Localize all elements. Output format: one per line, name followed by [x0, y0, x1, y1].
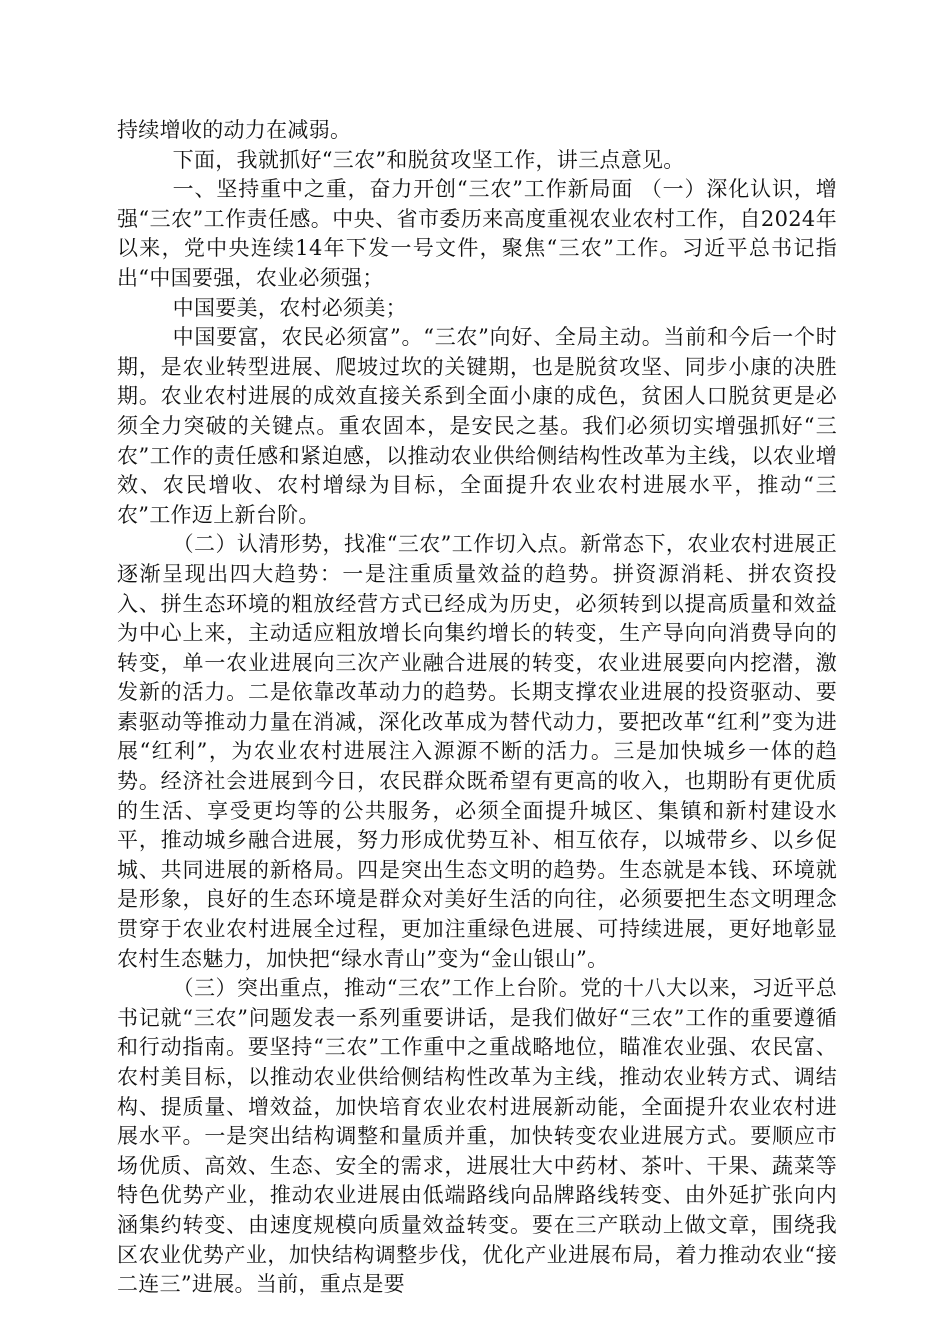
paragraph-4: 中国要美，农村必须美；	[172, 295, 407, 320]
document-body	[117, 116, 837, 1300]
paragraph-5: 中国要富，农民必须富”。“三农”向好、全局主动。当前和今后一个时期，是农业转型进展、爬坡过坎的关键期，也是脱贫攻坚、同步小康的决胜期。农业农村进展的成效直接关系到全面小康的成色，贫困人口脱贫更是必须全力突破的关键点。重农固本，是安民之基。我们必须切实增强抓好“三农”工作的责任感和紧迫感，以推动农业供给侧结构性改革为主线，以农业增效、农民增收、农村增绿为目标，全面提升农业农村进展水平，推动“三农”工作迈上新台阶。	[117, 325, 837, 527]
paragraph-2: 下面，我就抓好“三农”和脱贫攻坚工作，讲三点意见。	[172, 147, 685, 172]
paragraph-3: 一、坚持重中之重，奋力开创“三农”工作新局面 （一）深化认识，增强“三农”工作责任感。中央、省市委历来高度重视农业农村工作，自2024年以来，党中央连续14年下发一号文件，聚焦“三农”工作。习近平总书记指出“中国要强，农业必须强；	[117, 177, 837, 290]
paragraph-1: 持续增收的动力在减弱。	[117, 118, 352, 142]
paragraph-6: （二）认清形势，找准“三农”工作切入点。新常态下，农业农村进展正逐渐呈现出四大趋势：一是注重质量效益的趋势。拼资源消耗、拼农资投入、拼生态环境的粗放经营方式已经成为历史，必须转到以提高质量和效益为中心上来，主动适应粗放增长向集约增长的转变，生产导向向消费导向的转变，单一农业进展向三次产业融合进展的转变，农业进展要向内挖潜，激发新的活力。二是依靠改革动力的趋势。长期支撑农业进展的投资驱动、要素驱动等推动力量在消减，深化改革成为替代动力，要把改革“红利”变为进展“红利”，为农业农村进展注入源源不断的活力。三是加快城乡一体的趋势。经济社会进展到今日，农民群众既希望有更高的收入，也期盼有更优质的生活、享受更均等的公共服务，必须全面提升城区、集镇和新村建设水平，推动城乡融合进展，努力形成优势互补、相互依存，以城带乡、以乡促城、共同进展的新格局。四是突出生态文明的趋势。生态就是本钱、环境就是形象，良好的生态环境是群众对美好生活的向往，必须要把生态文明理念贯穿于农业农村进展全过程，更加注重绿色进展、可持续进展，更好地彰显农村生态魅力，加快把“绿水青山”变为“金山银山”。	[117, 532, 837, 971]
paragraph-7: （三）突出重点，推动“三农”工作上台阶。党的十八大以来，习近平总书记就“三农”问题发表一系列重要讲话，是我们做好“三农”工作的重要遵循和行动指南。要坚持“三农”工作重中之重战略地位，瞄准农业强、农民富、农村美目标，以推动农业供给侧结构性改革为主线，推动农业转方式、调结构、提质量、增效益，加快培育农业农村进展新动能，全面提升农业农村进展水平。一是突出结构调整和量质并重，加快转变农业进展方式。要顺应市场优质、高效、生态、安全的需求，进展壮大中药材、茶叶、干果、蔬菜等特色优势产业，推动农业进展由低端路线向品牌路线转变、由外延扩张向内涵集约转变、由速度规模向质量效益转变。要在三产联动上做文章，围绕我区农业优势产业，加快结构调整步伐，优化产业进展布局，着力推动农业“接二连三”进展。当前，重点是要	[117, 976, 837, 1297]
